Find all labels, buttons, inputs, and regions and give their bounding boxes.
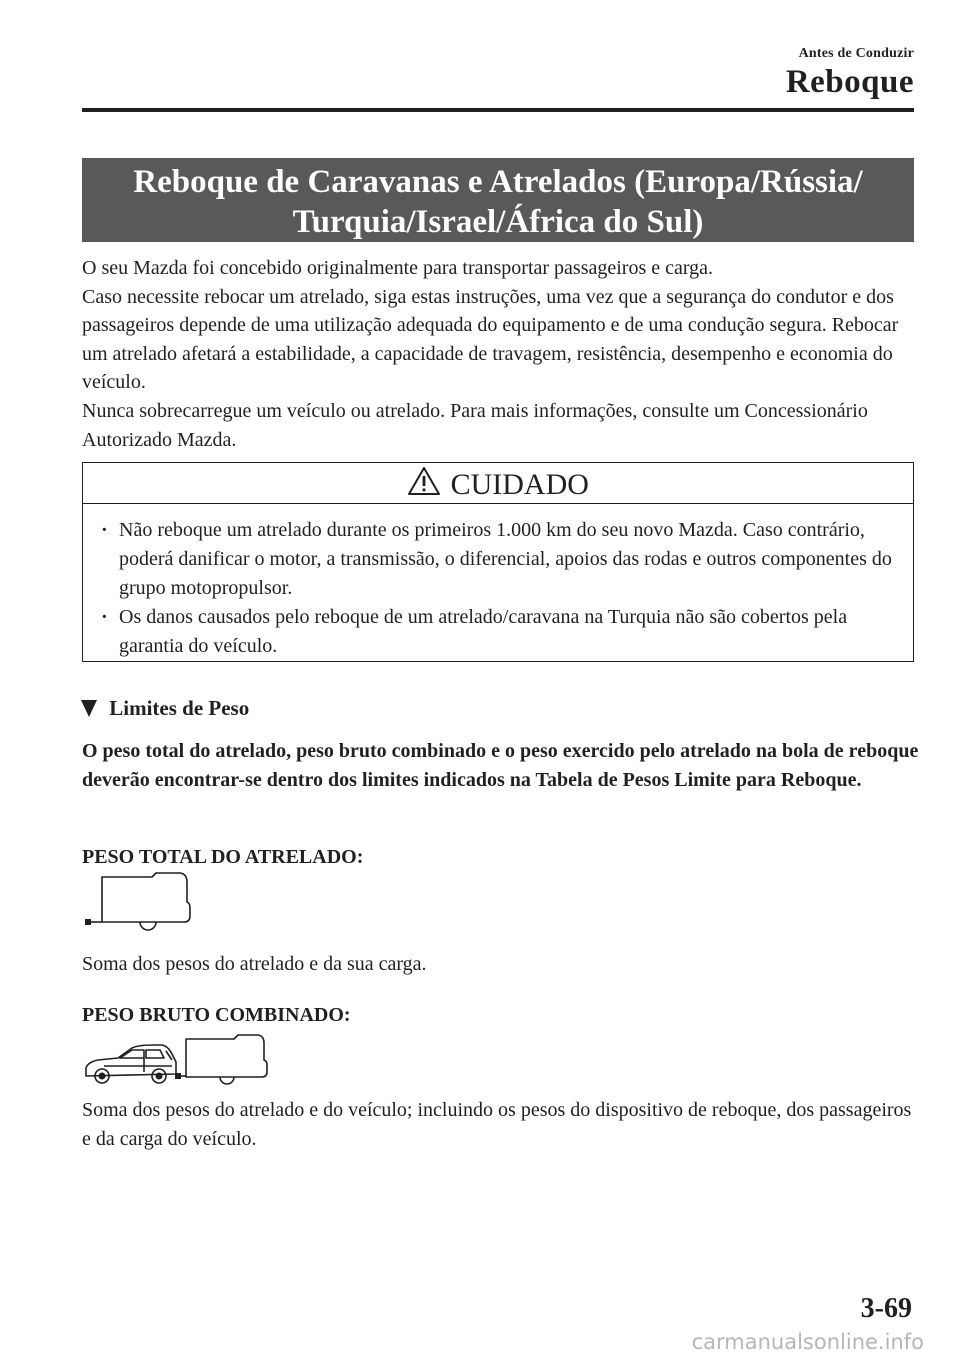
section-title: Reboque xyxy=(785,64,914,100)
car-with-trailer-icon xyxy=(84,1034,274,1086)
total-trailer-weight-desc: Soma dos pesos do atrelado e da sua carga. xyxy=(82,953,427,975)
warning-triangle-icon xyxy=(407,468,451,501)
trailer-illustration xyxy=(84,872,196,941)
caution-item xyxy=(101,516,897,603)
intro-text xyxy=(82,254,922,454)
subsection-title: Limites de Peso xyxy=(109,696,250,720)
caution-item xyxy=(101,603,897,661)
combined-weight-label: PESO BRUTO COMBINADO: xyxy=(82,1004,351,1026)
banner-line-2: Turquia/Israel/África do Sul) xyxy=(292,204,704,240)
intro-paragraph: O seu Mazda foi concebido originalmente para transportar passageiros e carga. xyxy=(82,257,714,279)
caution-header xyxy=(83,463,913,504)
intro-paragraph: Nunca sobrecarregue um veículo ou atrelado. Para mais informações, consulte um Concessionário Autorizado Mazda. xyxy=(82,399,868,451)
chapter-title: Antes de Conduzir xyxy=(798,46,914,61)
trailer-icon xyxy=(84,872,196,936)
total-trailer-weight-label: PESO TOTAL DO ATRELADO: xyxy=(82,846,364,868)
subsection-heading xyxy=(80,694,249,722)
car-trailer-illustration xyxy=(84,1034,274,1091)
caution-item-text: Não reboque um atrelado durante os primeiros 1.000 km do seu novo Mazda. Caso contrário, poderá danificar o motor, a transmissão, o diferencial, apoios das rodas e outros componentes do grupo motopropulsor. xyxy=(119,519,892,599)
intro-paragraph: Caso necessite rebocar um atrelado, siga estas instruções, uma vez que a segurança do condutor e dos passageiros depende de uma utilização adequada do equipamento e de uma condução segura. Rebocar um atrelado afetará a estabilidade, a capacidade de travagem, resistência, desempenho e economia do veículo. xyxy=(82,285,899,394)
banner-line-1: Reboque de Caravanas e Atrelados (Europa/Rússia/ xyxy=(133,164,863,200)
combined-weight-desc: Soma dos pesos do atrelado e do veículo; incluindo os pesos do dispositivo de reboque, dos passageiros e da carga do veículo. xyxy=(82,1099,912,1150)
page-number: 3-69 xyxy=(860,1293,912,1324)
watermark: carmanualsonline.info xyxy=(691,1330,924,1354)
caution-body xyxy=(83,504,913,661)
caution-item-text: Os danos causados pelo reboque de um atrelado/caravana na Turquia não são cobertos pela garantia do veículo. xyxy=(119,606,848,657)
header-rule xyxy=(82,108,914,112)
bullet-dot-icon: · xyxy=(101,606,108,628)
caution-title: CUIDADO xyxy=(450,468,589,501)
bullet-dot-icon: · xyxy=(101,519,108,541)
weight-limits-intro: O peso total do atrelado, peso bruto combinado e o peso exercido pelo atrelado na bola de reboque deverão encontrar-se dentro dos limites indicados na Tabela de Pesos Limite para Reboque. xyxy=(82,740,919,792)
section-banner xyxy=(82,158,914,242)
triangle-down-icon xyxy=(80,696,109,720)
caution-box xyxy=(82,462,914,662)
